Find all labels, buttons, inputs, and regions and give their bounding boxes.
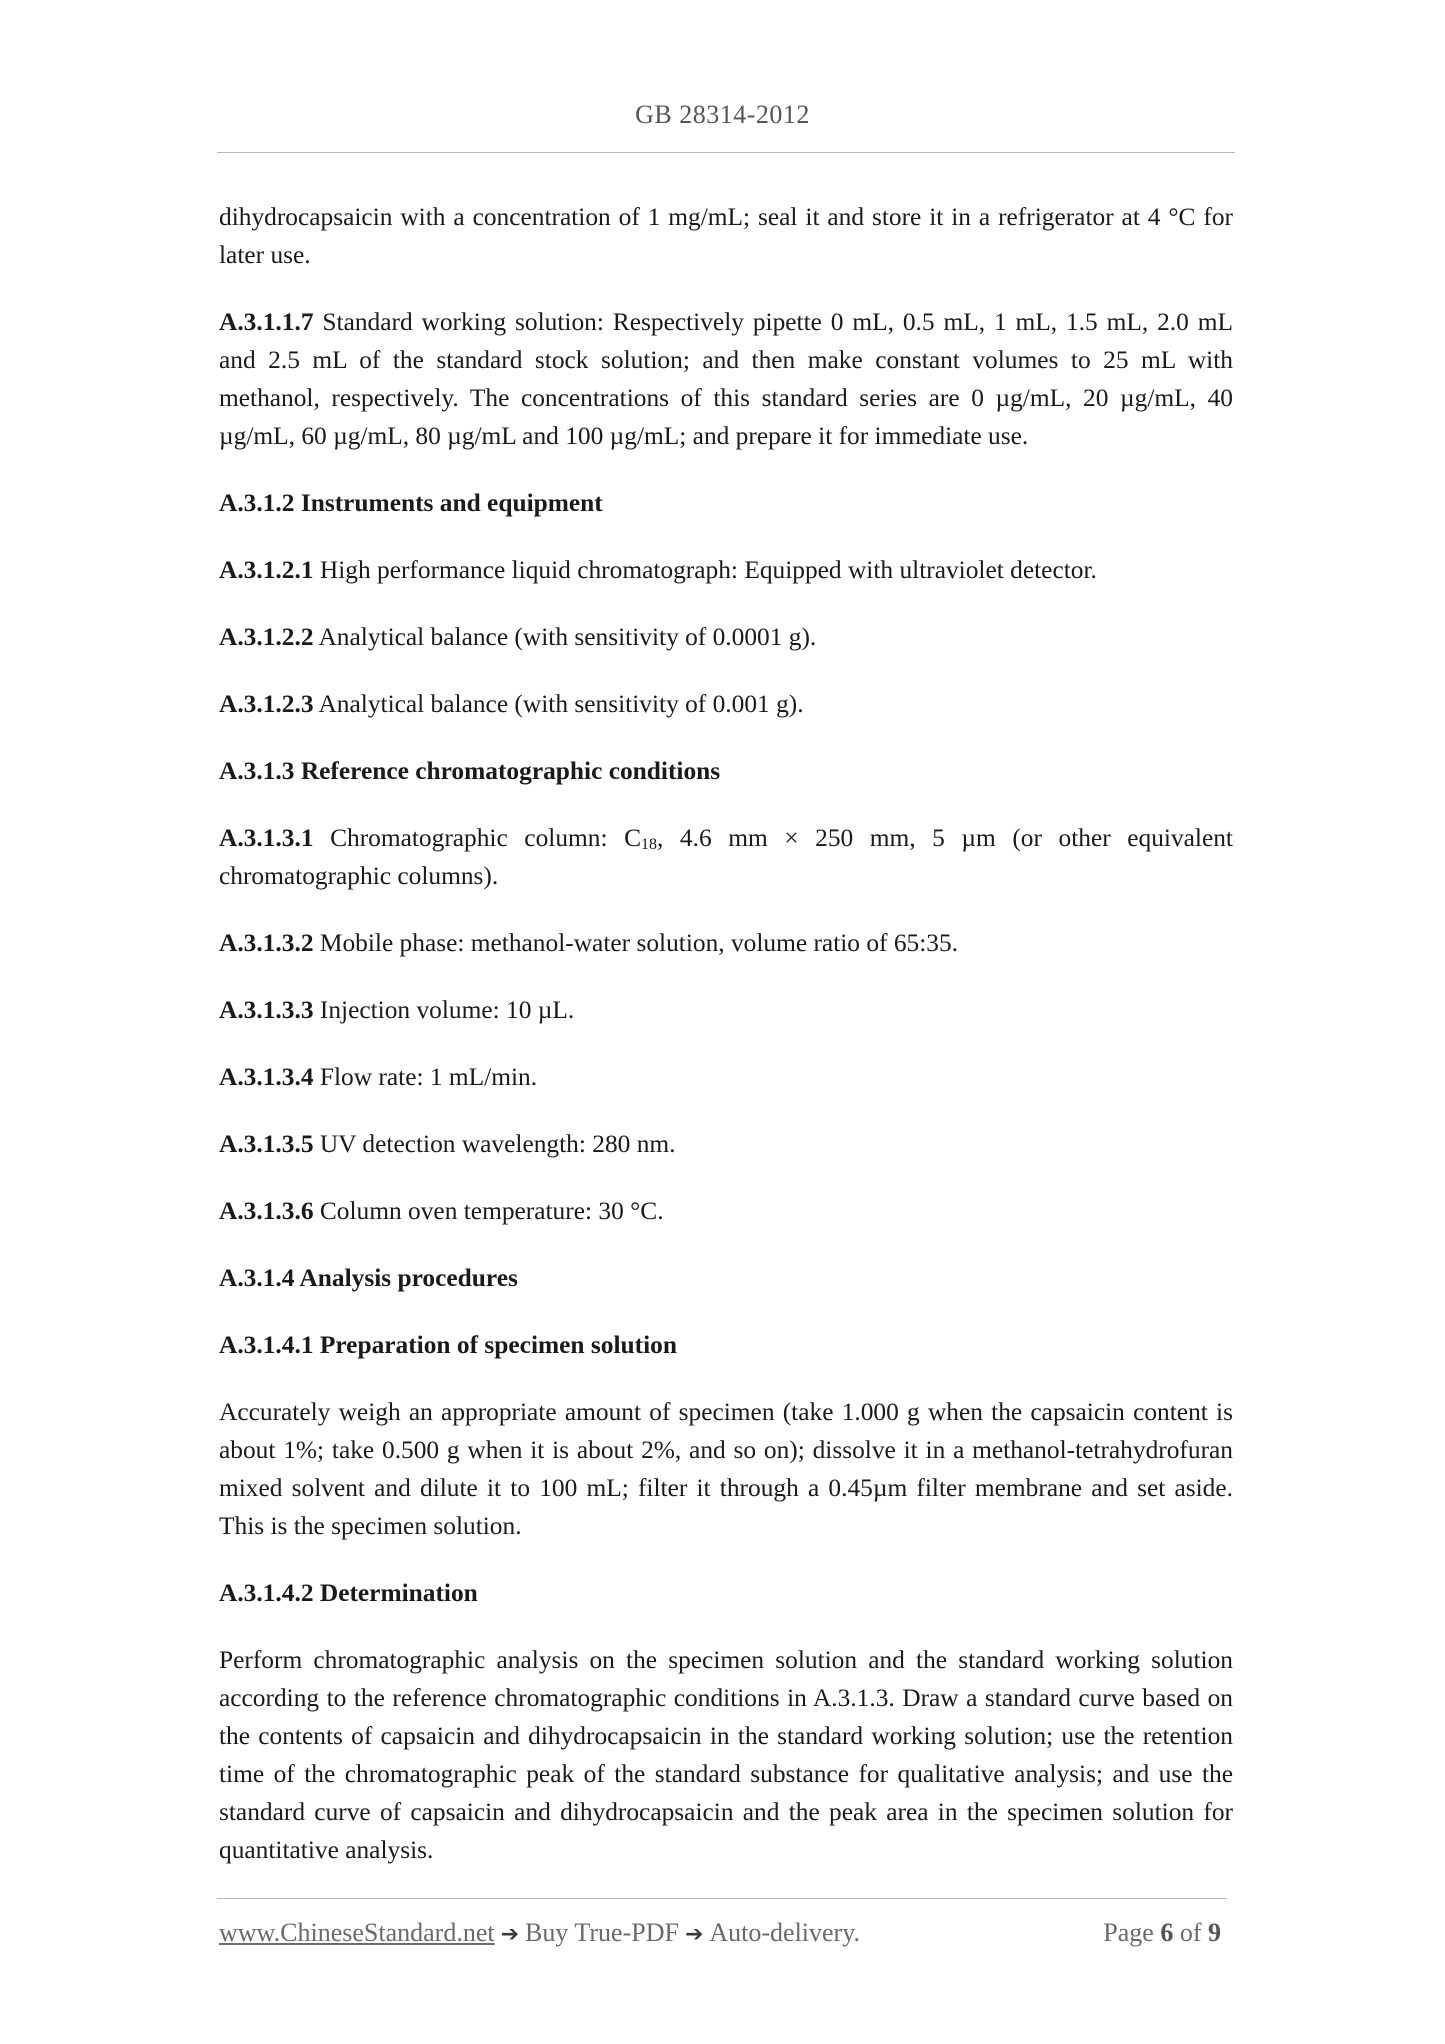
document-header-id: GB 28314-2012 xyxy=(635,100,810,129)
clause-a3121 xyxy=(219,551,1233,589)
clause-a3134 xyxy=(219,1058,1233,1096)
clause-a3131 xyxy=(219,819,1233,895)
arrow-right-icon: ➔ xyxy=(684,1922,704,1947)
buy-pdf-text: Buy True-PDF xyxy=(525,1918,679,1947)
footer-divider xyxy=(217,1898,1227,1899)
auto-delivery-text: Auto-delivery. xyxy=(709,1918,861,1947)
arrow-right-icon: ➔ xyxy=(500,1922,520,1947)
clause-text-cont: , 4.6 mm × 250 mm, 5 µm (or other equivalent chromatographic columns). xyxy=(219,824,1233,890)
clause-a3122 xyxy=(219,618,1233,656)
clause-number: A.3.1.2.3 xyxy=(219,690,314,718)
clause-number: A.3.1.3.4 xyxy=(219,1063,314,1091)
clause-text: Standard working solution: Respectively pipette 0 mL, 0.5 mL, 1 mL, 1.5 mL, 2.0 mL and 2.5 mL of the standard stock solution; and then make constant volumes to 25 mL with methanol, respectively. The concentrations of this standard series are 0 µg/mL, 20 µg/mL, 40 µg/mL, 60 µg/mL, 80 µg/mL and 100 µg/mL; and prepare it for immediate use. xyxy=(219,308,1233,450)
subscript: 18 xyxy=(641,836,658,853)
paragraph-specimen-solution: Accurately weigh an appropriate amount of specimen (take 1.000 g when the capsaicin content is about 1%; take 0.500 g when it is about 2%, and so on); dissolve it in a methanol-tetrahydrofuran mixed solvent and dilute it to 100 mL; filter it through a 0.45µm filter membrane and set aside. This is the specimen solution. xyxy=(219,1398,1233,1540)
clause-text: Analytical balance (with sensitivity of 0.001 g). xyxy=(313,690,804,718)
clause-text: Chromatographic column: C xyxy=(313,824,642,852)
clause-number: A.3.1.2.1 xyxy=(219,556,314,584)
clause-number: A.3.1.3.5 xyxy=(219,1130,314,1158)
heading-specimen-preparation: A.3.1.4.1 Preparation of specimen solution xyxy=(219,1331,677,1359)
clause-a3117 xyxy=(219,303,1233,455)
heading-analysis-procedures: A.3.1.4 Analysis procedures xyxy=(219,1264,518,1292)
heading-instruments: A.3.1.2 Instruments and equipment xyxy=(219,489,603,517)
clause-text: Mobile phase: methanol-water solution, volume ratio of 65:35. xyxy=(313,929,959,957)
page-total: 9 xyxy=(1208,1918,1221,1947)
document-body xyxy=(219,198,1233,1898)
clause-number: A.3.1.3.1 xyxy=(219,824,314,852)
clause-number: A.3.1.1.7 xyxy=(219,308,314,336)
site-link[interactable]: www.ChineseStandard.net xyxy=(219,1918,495,1947)
page-indicator xyxy=(1103,1918,1221,1948)
clause-number: A.3.1.3.2 xyxy=(219,929,314,957)
paragraph-stock-solution-end: dihydrocapsaicin with a concentration of 1 mg/mL; seal it and store it in a refrigerator at 4 °C for later use. xyxy=(219,203,1233,269)
heading-determination: A.3.1.4.2 Determination xyxy=(219,1579,478,1607)
clause-text: UV detection wavelength: 280 nm. xyxy=(313,1130,676,1158)
paragraph-determination: Perform chromatographic analysis on the specimen solution and the standard working solution according to the reference chromatographic conditions in A.3.1.3. Draw a standard curve based on the contents of capsaicin and dihydrocapsaicin in the standard working solution; use the retention time of the chromatographic peak of the standard substance for qualitative analysis; and use the standard curve of capsaicin and dihydrocapsaicin and the peak area in the specimen solution for quantitative analysis. xyxy=(219,1646,1233,1864)
clause-a3133 xyxy=(219,991,1233,1029)
page-label: Page xyxy=(1103,1918,1154,1947)
clause-number: A.3.1.2.2 xyxy=(219,623,314,651)
clause-text: Injection volume: 10 µL. xyxy=(313,996,575,1024)
clause-number: A.3.1.3.3 xyxy=(219,996,314,1024)
header-divider xyxy=(217,152,1235,153)
clause-text: High performance liquid chromatograph: Equipped with ultraviolet detector. xyxy=(313,556,1097,584)
clause-a3136 xyxy=(219,1192,1233,1230)
clause-text: Column oven temperature: 30 °C. xyxy=(313,1197,664,1225)
clause-a3123 xyxy=(219,685,1233,723)
page-current: 6 xyxy=(1160,1918,1174,1947)
heading-chromatographic-conditions: A.3.1.3 Reference chromatographic conditions xyxy=(219,757,721,785)
footer-promo xyxy=(219,1918,860,1948)
clause-a3135 xyxy=(219,1125,1233,1163)
clause-number: A.3.1.3.6 xyxy=(219,1197,314,1225)
clause-text: Flow rate: 1 mL/min. xyxy=(313,1063,538,1091)
clause-text: Analytical balance (with sensitivity of 0.0001 g). xyxy=(313,623,817,651)
page-of-label: of xyxy=(1179,1918,1202,1947)
clause-a3132 xyxy=(219,924,1233,962)
